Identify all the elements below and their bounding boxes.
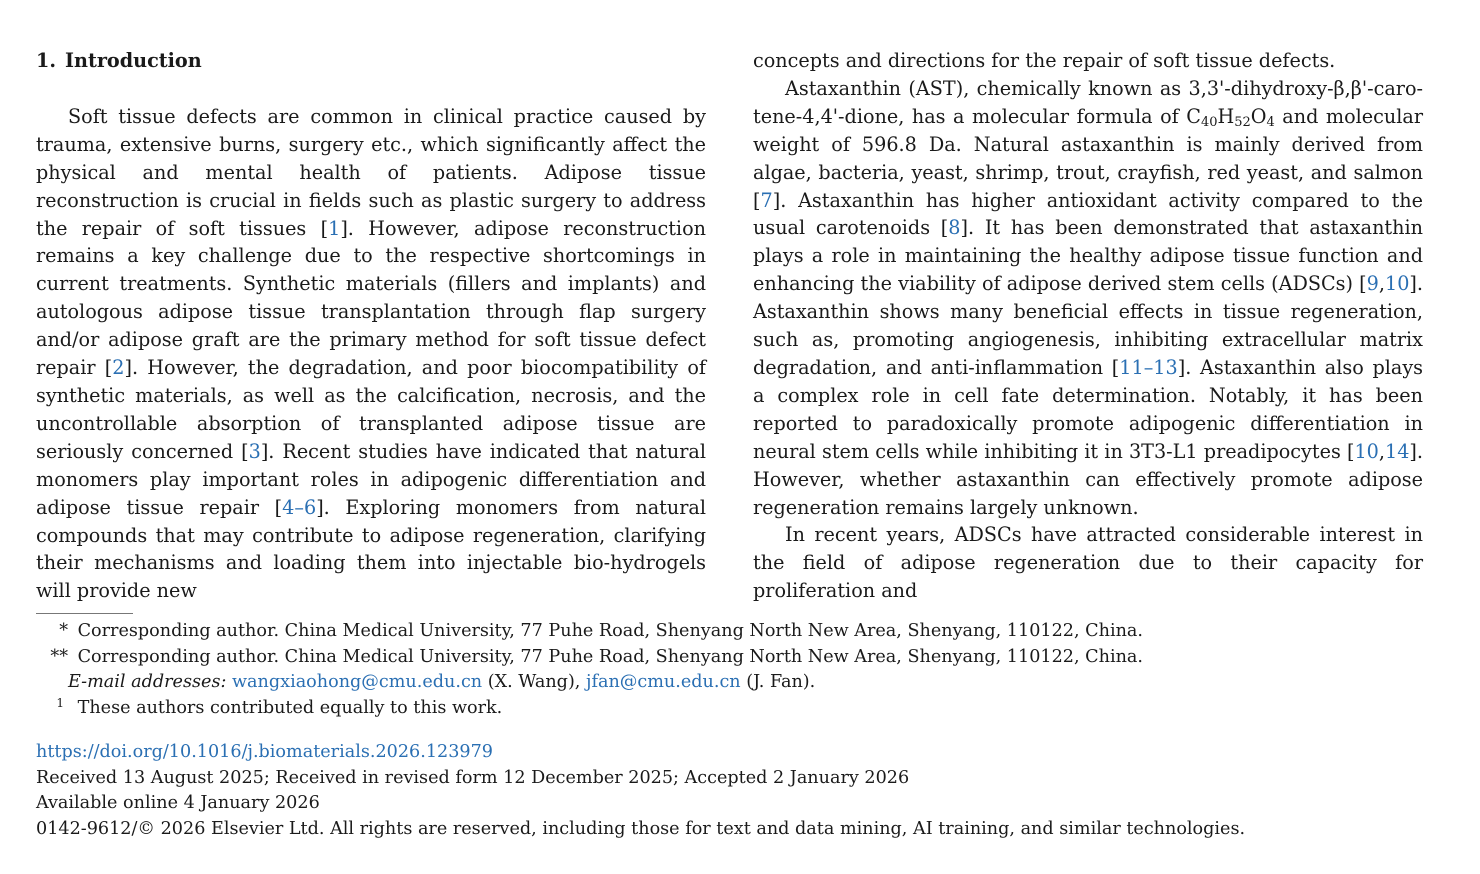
citation-link[interactable]: 1 (328, 216, 341, 240)
citation-link[interactable]: 4–6 (282, 495, 317, 519)
section-heading (36, 47, 706, 75)
intro-paragraph: Soft tissue defects are common in clinical practice caused by trauma, extensive burns, surgery etc., which significantly affect the physical and mental health of patients. Adipose tissue reconstruction is crucial in fields such as plastic surgery to address the repair of soft tissues [1]. However, adipose reconstruction remains a key challenge due to the respective shortcomings in current treatments. Synthetic materials (fillers and implants) and autologous adipose tissue transplantation through flap surgery and/or adipose graft are the primary method for soft tissue defect repair [2]. However, the degradation, and poor biocompatibility of synthetic materials, as well as the calcification, necrosis, and the uncontrollable absorption of transplanted adipose tissue are seriously concerned [3]. Recent studies have indicated that natural monomers play important roles in adipogenic differentiation and adipose tissue repair [4–6]. Exploring monomers from natural compounds that may contribute to adipose regeneration, clarifying their mechanisms and loading them into injectable bio-hydrogels will provide new (36, 104, 706, 603)
formula-subscript: 4 (1266, 114, 1275, 130)
formula-subscript: 40 (1200, 114, 1218, 130)
citation-link[interactable]: 10 (1384, 272, 1410, 296)
citation-link[interactable]: 2 (112, 356, 125, 380)
footnote-text: These authors contributed equally to this work. (77, 697, 503, 718)
available-online: Available online 4 January 2026 (36, 793, 320, 813)
email-name-fan: (J. Fan). (746, 672, 816, 692)
footnote-equal-contribution: 1 These authors contributed equally to this work. (56, 695, 503, 718)
footnote-emails (36, 670, 1436, 696)
continued-paragraph: concepts and directions for the repair of soft tissue defects. (753, 49, 1336, 72)
citation-link[interactable]: 11–13 (1119, 355, 1178, 379)
footnotes (36, 619, 1436, 721)
email-name-wang: (X. Wang), (487, 672, 581, 692)
email-link-fan[interactable]: jfan@cmu.edu.cn (586, 672, 741, 692)
citation-link[interactable]: 8 (948, 216, 961, 240)
citation-link[interactable]: 14 (1384, 439, 1410, 463)
formula-subscript: 52 (1234, 114, 1251, 130)
astaxanthin-paragraph: Astaxanthin (AST), chemically known as 3,3'-dihydroxy-β,β'-carotene-4,4'-dione, has a molecular formula of $C_{40}H_{52}O_4$ and molecular weight of 596.8 Da. Natural astaxanthin is mainly derived from algae, bacteria, yeast, shrimp, trout, crayfish, red yeast, and salmon [7]. Astaxanthin has higher antioxidant activity compared to the usual carotenoids [8]. It has been demonstrated that astaxanthin plays a role in maintaining the healthy adipose tissue function and enhancing the viability of adipose derived stem cells (ADSCs) [9,10]. Astaxanthin shows many beneficial effects in tissue regeneration, such as, promoting angiogenesis, inhibiting extracellular matrix degradation, and anti-inflammation [11–13]. Astaxanthin also plays a complex role in cell fate determination. Notably, it has been reported to paradoxically promote adipogenic differentiation in neural stem cells while inhibiting it in 3T3-L1 preadipocytes [10,14]. However, whether astaxanthin can effectively promote adipose regeneration remains largely unknown. (753, 76, 1424, 519)
citation-link[interactable]: 9 (1366, 272, 1379, 296)
left-column (36, 47, 706, 605)
publication-info (36, 740, 1436, 842)
citation-link[interactable]: 3 (248, 439, 261, 463)
footnote-corresponding-1 (36, 619, 1436, 645)
footnote-text: Corresponding author. China Medical University, 77 Puhe Road, Shenyang North New Area, Shenyang, 110122, China. (77, 621, 1143, 641)
section-title: Introduction (65, 49, 202, 72)
footnote-text: Corresponding author. China Medical University, 77 Puhe Road, Shenyang North New Area, Shenyang, 110122, China. (77, 646, 1143, 667)
footnote-divider (36, 613, 133, 614)
section-number: 1. (36, 49, 57, 72)
doi-link[interactable]: https://doi.org/10.1016/j.biomaterials.2026.123979 (36, 742, 493, 762)
footnote-corresponding-2 (36, 645, 1436, 671)
copyright-line: 0142-9612/© 2026 Elsevier Ltd. All rights are reserved, including those for text and data mining, AI training, and similar technologies. (36, 818, 1246, 839)
right-column (753, 47, 1423, 605)
email-link-wang[interactable]: wangxiaohong@cmu.edu.cn (232, 672, 483, 692)
footnote-mark: * (59, 621, 68, 641)
email-label: E-mail addresses: (68, 672, 227, 692)
citation-link[interactable]: 7 (760, 188, 773, 212)
citation-link[interactable]: 10 (1354, 439, 1379, 463)
adscs-paragraph: In recent years, ADSCs have attracted considerable interest in the field of adipose regeneration due to their capacity for proliferation and (753, 523, 1423, 603)
footnote-mark: ** (50, 646, 68, 667)
received-dates: Received 13 August 2025; Received in revised form 12 December 2025; Accepted 2 January 2026 (36, 767, 910, 788)
